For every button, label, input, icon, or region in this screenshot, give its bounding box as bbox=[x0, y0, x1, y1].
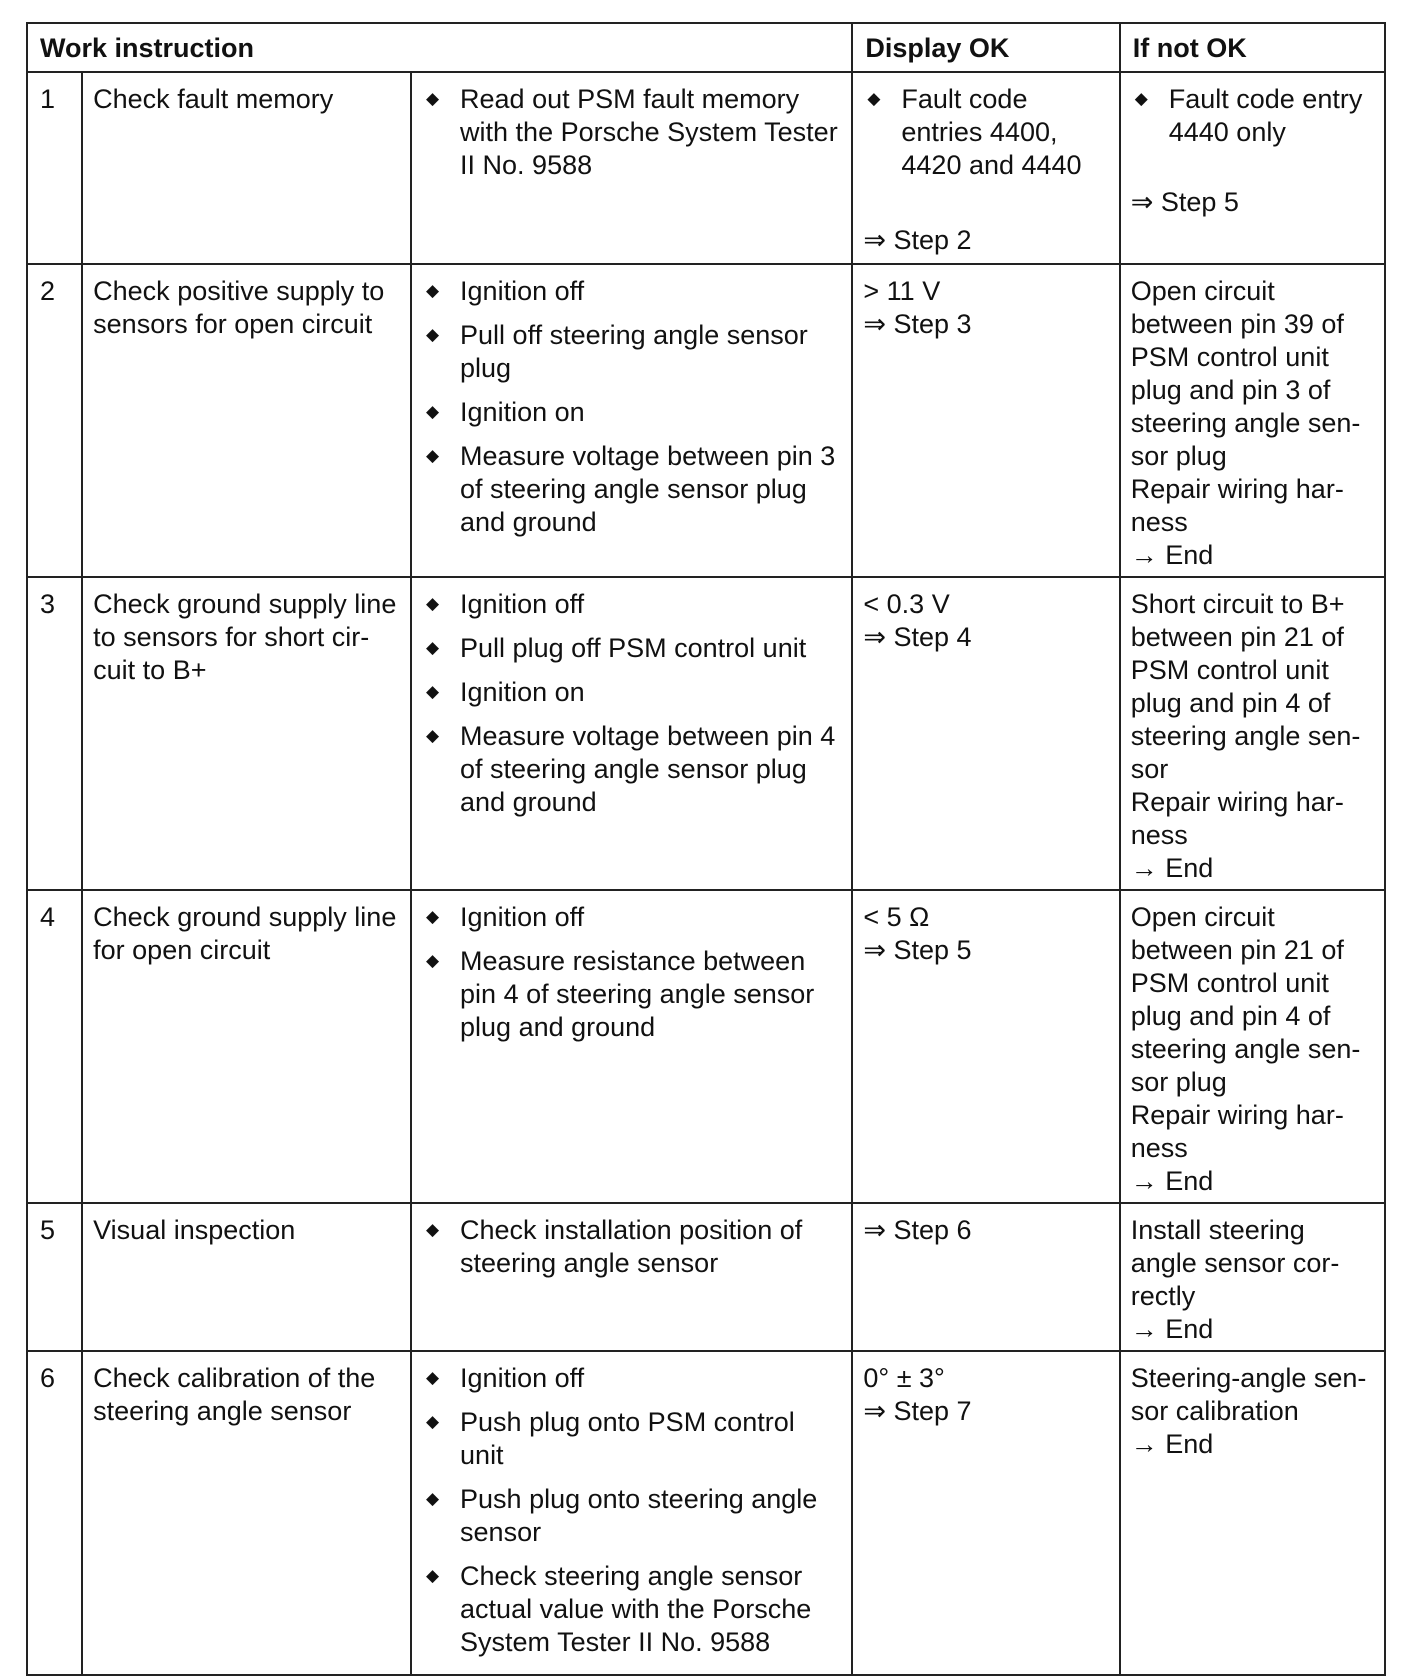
step-number: 6 bbox=[27, 1351, 82, 1675]
display-ok-cell bbox=[852, 577, 1119, 890]
step-number: 3 bbox=[27, 577, 82, 890]
header-if-not-ok: If not OK bbox=[1120, 23, 1385, 72]
table-row bbox=[27, 72, 1385, 264]
not-ok-end: → End bbox=[1130, 853, 1214, 883]
table-row bbox=[27, 577, 1385, 890]
step-title: Check fault memory bbox=[82, 72, 411, 264]
not-ok-description: Install steering angle sensor cor-rectly bbox=[1130, 1215, 1340, 1311]
not-ok-end: → End bbox=[1130, 1429, 1214, 1459]
display-ok-cell bbox=[852, 1203, 1119, 1351]
work-instruction-table bbox=[26, 22, 1386, 1676]
step-instructions bbox=[411, 1203, 852, 1351]
ok-value: < 0.3 V bbox=[863, 589, 950, 619]
ok-condition: ◆ Fault code entries 4400, 4420 and 4440 bbox=[863, 83, 1108, 182]
instruction-item: ◆ Check installation position of steering angle sensor bbox=[422, 1214, 841, 1280]
ok-value: < 5 Ω bbox=[863, 902, 930, 932]
display-ok-cell bbox=[852, 72, 1119, 264]
table-row bbox=[27, 1203, 1385, 1351]
not-ok-description: Open circuit between pin 21 of PSM control unit plug and pin 4 of steering angle sen-sor plug bbox=[1130, 902, 1361, 1097]
display-ok-cell bbox=[852, 264, 1119, 577]
not-ok-cell bbox=[1120, 1203, 1385, 1351]
not-ok-cell bbox=[1120, 890, 1385, 1203]
instruction-item: ◆ Ignition off bbox=[422, 901, 841, 934]
not-ok-cell bbox=[1120, 72, 1385, 264]
instruction-item: ◆ Measure voltage between pin 4 of steering angle sensor plug and ground bbox=[422, 720, 841, 819]
ok-next-step: ⇒ Step 3 bbox=[863, 309, 972, 339]
step-number: 2 bbox=[27, 264, 82, 577]
instruction-item: ◆ Read out PSM fault memory with the Porsche System Tester II No. 9588 bbox=[422, 83, 841, 182]
step-number: 5 bbox=[27, 1203, 82, 1351]
instruction-item: ◆ Push plug onto PSM control unit bbox=[422, 1406, 841, 1472]
instruction-item: ◆ Pull plug off PSM control unit bbox=[422, 632, 841, 665]
ok-next-step: ⇒ Step 2 bbox=[863, 225, 972, 255]
step-instructions bbox=[411, 264, 852, 577]
ok-next-step: ⇒ Step 7 bbox=[863, 1396, 972, 1426]
ok-next-step: ⇒ Step 4 bbox=[863, 622, 972, 652]
display-ok-cell bbox=[852, 890, 1119, 1203]
not-ok-repair: Repair wiring har-ness bbox=[1130, 787, 1344, 850]
header-row bbox=[27, 23, 1385, 72]
not-ok-repair: Repair wiring har-ness bbox=[1130, 1100, 1344, 1163]
ok-value: > 11 V bbox=[863, 276, 941, 306]
instruction-item: ◆ Measure voltage between pin 3 of steering angle sensor plug and ground bbox=[422, 440, 841, 539]
not-ok-description: Short circuit to B+ between pin 21 of PSM control unit plug and pin 4 of steering angle sen-sor bbox=[1130, 589, 1361, 784]
step-title: Check positive supply to sensors for open circuit bbox=[82, 264, 411, 577]
step-instructions bbox=[411, 72, 852, 264]
instruction-item: ◆ Check steering angle sensor actual value with the Porsche System Tester II No. 9588 bbox=[422, 1560, 841, 1659]
not-ok-end: → End bbox=[1130, 1314, 1214, 1344]
step-instructions bbox=[411, 890, 852, 1203]
step-title: Check calibration of the steering angle sensor bbox=[82, 1351, 411, 1675]
not-ok-description: Open circuit between pin 39 of PSM control unit plug and pin 3 of steering angle sen-sor plug bbox=[1130, 276, 1361, 471]
display-ok-cell bbox=[852, 1351, 1119, 1675]
step-title: Visual inspection bbox=[82, 1203, 411, 1351]
not-ok-condition: ◆ Fault code entry 4440 only bbox=[1131, 83, 1374, 149]
not-ok-end: → End bbox=[1130, 540, 1214, 570]
ok-next-step: ⇒ Step 6 bbox=[863, 1215, 972, 1245]
not-ok-cell bbox=[1120, 1351, 1385, 1675]
step-title: Check ground supply line to sensors for short cir-cuit to B+ bbox=[82, 577, 411, 890]
instruction-item: ◆ Ignition off bbox=[422, 1362, 841, 1395]
not-ok-end: → End bbox=[1130, 1166, 1214, 1196]
ok-next-step: ⇒ Step 5 bbox=[863, 935, 972, 965]
instruction-item: ◆ Ignition off bbox=[422, 275, 841, 308]
header-work-instruction: Work instruction bbox=[27, 23, 852, 72]
instruction-item: ◆ Ignition off bbox=[422, 588, 841, 621]
not-ok-description: Steering-angle sen-sor calibration bbox=[1130, 1363, 1367, 1426]
not-ok-next-step: ⇒ Step 5 bbox=[1130, 187, 1239, 217]
instruction-item: ◆ Measure resistance between pin 4 of steering angle sensor plug and ground bbox=[422, 945, 841, 1044]
step-number: 4 bbox=[27, 890, 82, 1203]
not-ok-cell bbox=[1120, 577, 1385, 890]
header-display-ok: Display OK bbox=[852, 23, 1119, 72]
not-ok-cell bbox=[1120, 264, 1385, 577]
instruction-item: ◆ Ignition on bbox=[422, 396, 841, 429]
step-title: Check ground supply line for open circuit bbox=[82, 890, 411, 1203]
step-number: 1 bbox=[27, 72, 82, 264]
step-instructions bbox=[411, 577, 852, 890]
step-instructions bbox=[411, 1351, 852, 1675]
ok-value: 0° ± 3° bbox=[863, 1363, 945, 1393]
table-row bbox=[27, 890, 1385, 1203]
instruction-item: ◆ Push plug onto steering angle sensor bbox=[422, 1483, 841, 1549]
not-ok-repair: Repair wiring har-ness bbox=[1130, 474, 1344, 537]
table-row bbox=[27, 1351, 1385, 1675]
instruction-item: ◆ Ignition on bbox=[422, 676, 841, 709]
table-row bbox=[27, 264, 1385, 577]
instruction-item: ◆ Pull off steering angle sensor plug bbox=[422, 319, 841, 385]
